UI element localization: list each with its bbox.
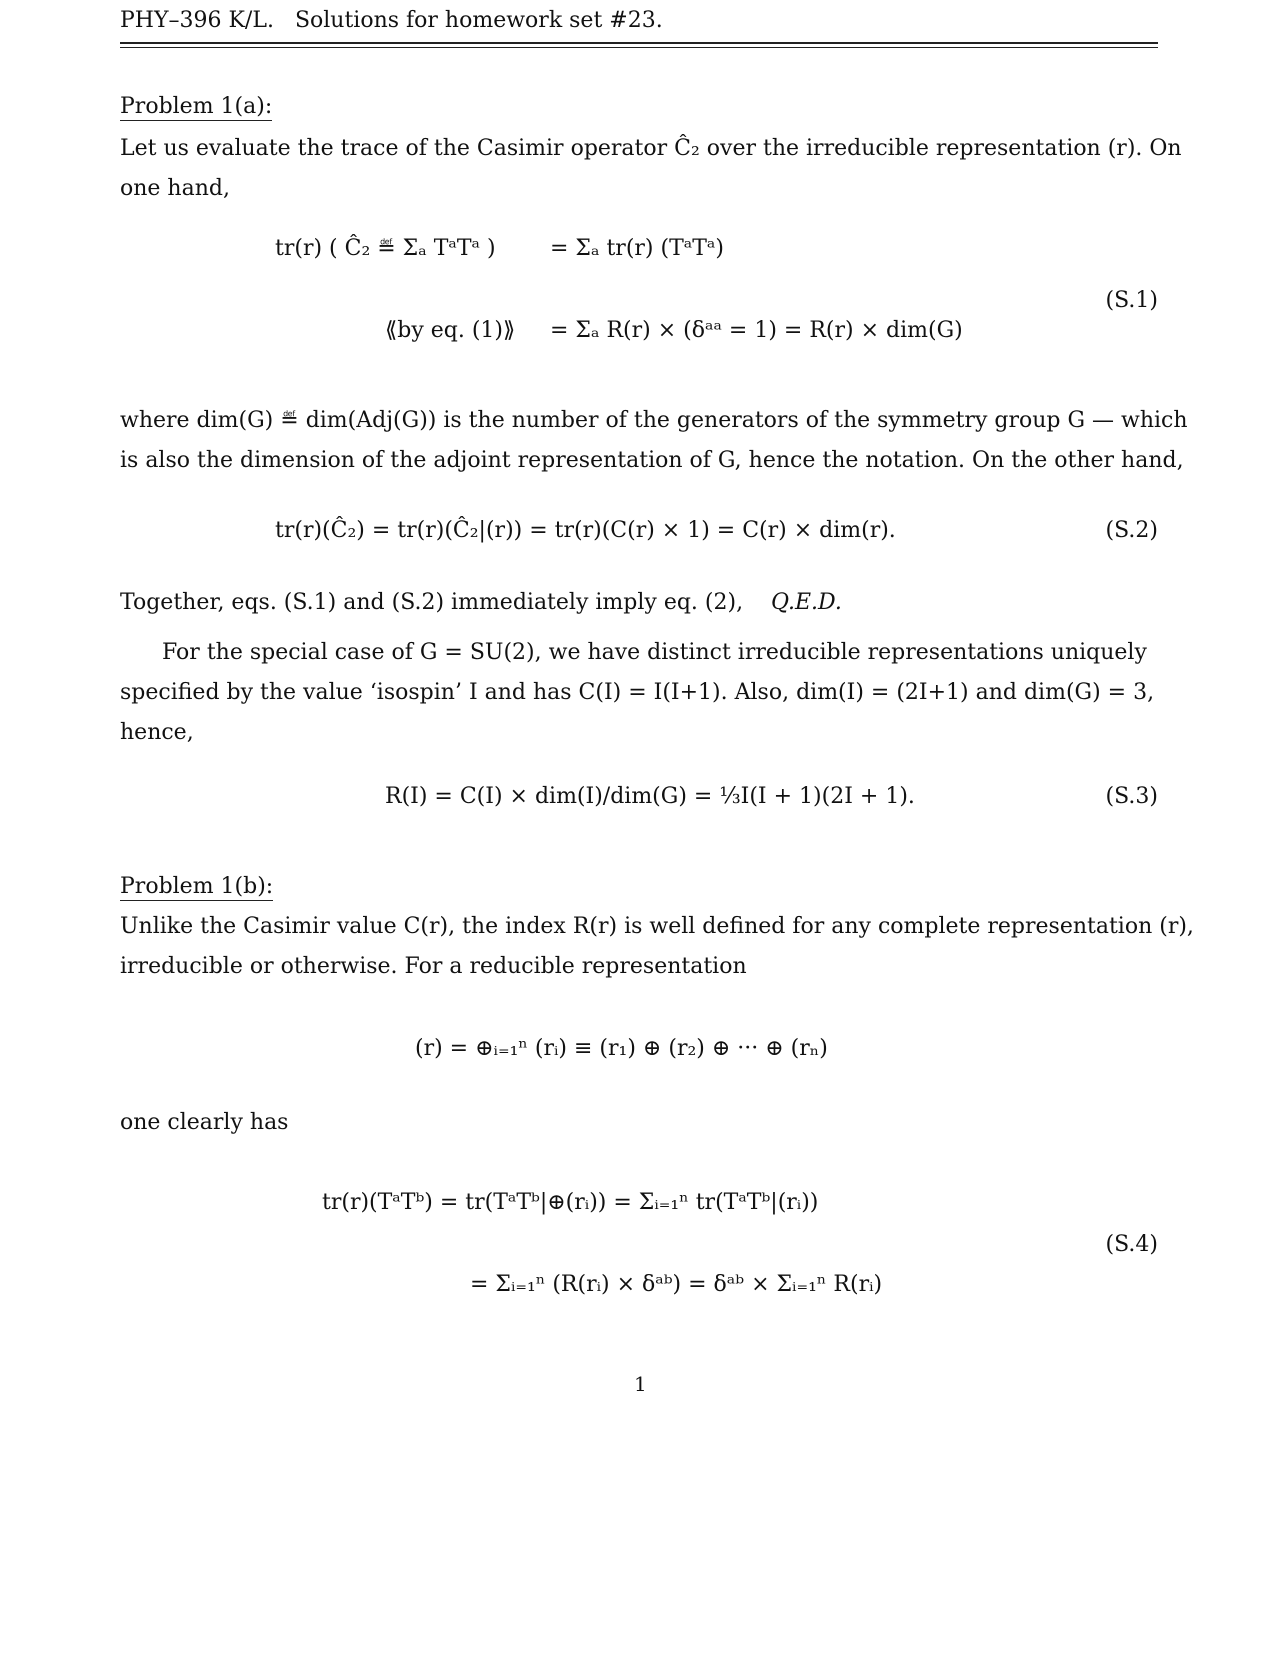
problem-1a-intro-line2: one hand,: [120, 176, 230, 201]
eq-label-s3: (S.3): [1105, 784, 1158, 809]
heading-text: Problem 1(a):: [120, 94, 273, 119]
together-text: Together, eqs. (S.1) and (S.2) immediately imply eq. (2),: [120, 590, 744, 615]
heading-text: Problem 1(b):: [120, 874, 274, 899]
eq-direct-sum: (r) = ⊕ᵢ₌₁ⁿ (rᵢ) ≡ (r₁) ⊕ (r₂) ⊕ ··· ⊕ (rₙ): [415, 1036, 828, 1061]
eq-s1-line2-note: ⟪by eq. (1)⟫: [385, 318, 516, 343]
where-line2: is also the dimension of the adjoint representation of G, hence the notation. On the other hand,: [120, 448, 1184, 473]
eq-s4-line1: tr(r)(TᵃTᵇ) = tr(TᵃTᵇ|⊕(rᵢ)) = Σᵢ₌₁ⁿ tr(TᵃTᵇ|(rᵢ)): [322, 1190, 819, 1215]
qed-mark: Q.E.D.: [771, 590, 842, 615]
problem-1b-heading: [120, 874, 273, 900]
eq-label-s2: (S.2): [1105, 518, 1158, 543]
problem-1a-heading: [120, 94, 272, 120]
eq-s1-line2-rhs: = Σₐ R(r) × (δᵃᵃ = 1) = R(r) × dim(G): [550, 318, 963, 343]
clearly-line: one clearly has: [120, 1110, 289, 1135]
problem-1b-line2: irreducible or otherwise. For a reducible representation: [120, 954, 747, 979]
document-title: Solutions for homework set #23.: [294, 8, 663, 33]
problem-1b-line1: Unlike the Casimir value C(r), the index R(r) is well defined for any complete representation (r),: [120, 914, 1194, 939]
eq-s4-line2: = Σᵢ₌₁ⁿ (R(rᵢ) × δᵃᵇ) = δᵃᵇ × Σᵢ₌₁ⁿ R(rᵢ): [470, 1272, 883, 1297]
header-rule-bottom: [120, 47, 1158, 48]
header-course: [120, 8, 663, 33]
together-line: [120, 590, 842, 616]
eq-label-s1: (S.1): [1105, 288, 1158, 313]
eq-s1-line1-lhs: tr(r) ( Ĉ₂ ≝ Σₐ TᵃTᵃ ): [275, 236, 496, 261]
eq-s2: tr(r)(Ĉ₂) = tr(r)(Ĉ₂|(r)) = tr(r)(C(r) × 1) = C(r) × dim(r).: [275, 518, 896, 543]
special-line1: For the special case of G = SU(2), we have distinct irreducible representations uniquely: [162, 640, 1147, 665]
course-code: PHY–396 K/L.: [120, 8, 274, 33]
problem-1a-intro-line1: Let us evaluate the trace of the Casimir operator Ĉ₂ over the irreducible representation (r). On: [120, 136, 1182, 161]
page-number: 1: [634, 1372, 647, 1396]
special-line3: hence,: [120, 720, 194, 745]
eq-label-s4: (S.4): [1105, 1232, 1158, 1257]
where-line1: where dim(G) ≝ dim(Adj(G)) is the number of the generators of the symmetry group G — which: [120, 408, 1188, 433]
eq-s3: R(I) = C(I) × dim(I)/dim(G) = ⅓I(I + 1)(2I + 1).: [385, 784, 915, 809]
eq-s1-line1-rhs: = Σₐ tr(r) (TᵃTᵃ): [550, 236, 724, 261]
special-line2: specified by the value ‘isospin’ I and has C(I) = I(I+1). Also, dim(I) = (2I+1) and dim(G) = 3,: [120, 680, 1155, 705]
header-rule-top: [120, 42, 1158, 44]
